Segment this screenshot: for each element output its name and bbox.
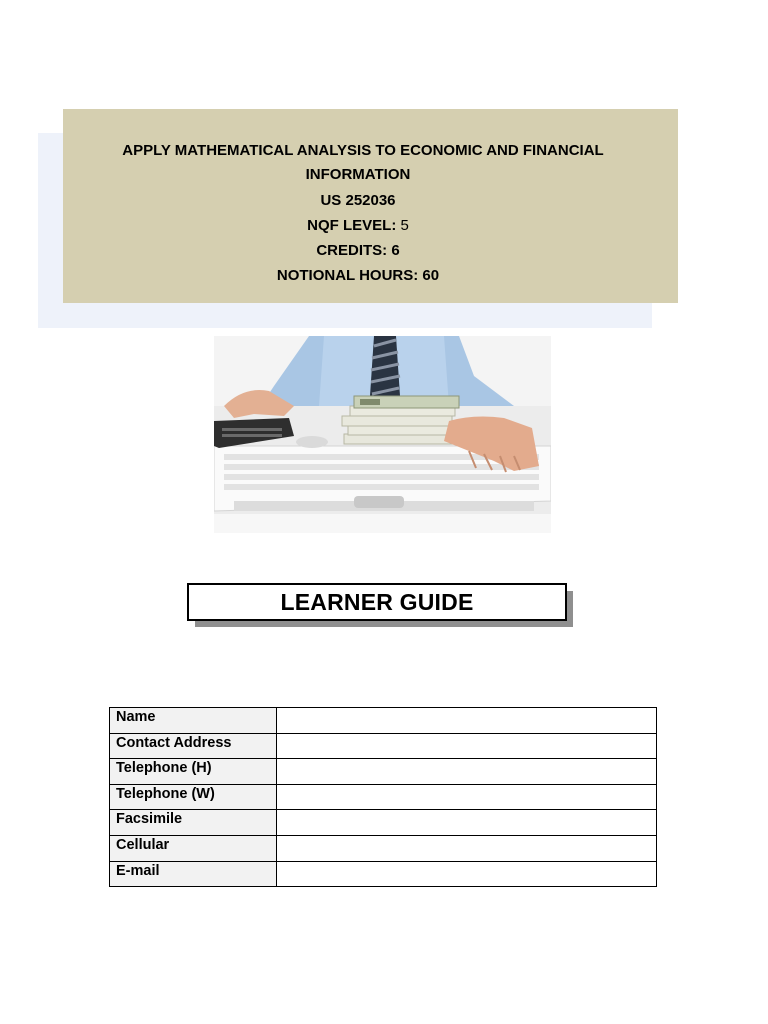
field-label-cellular: Cellular — [110, 835, 277, 861]
credits: CREDITS: 6 — [316, 242, 400, 259]
nqf-level — [68, 217, 648, 235]
field-value-email[interactable] — [277, 861, 657, 887]
table-row — [110, 733, 657, 759]
table-row — [110, 835, 657, 861]
field-label-name: Name — [110, 708, 277, 734]
field-label-contact-address: Contact Address — [110, 733, 277, 759]
field-label-email: E-mail — [110, 861, 277, 887]
field-value-telephone-home[interactable] — [277, 759, 657, 785]
field-value-contact-address[interactable] — [277, 733, 657, 759]
table-row — [110, 861, 657, 887]
table-row — [110, 708, 657, 734]
guide-title-box — [187, 583, 567, 621]
businessman-calculator-money-photo — [214, 336, 551, 533]
learner-details-table — [109, 707, 657, 887]
field-value-name[interactable] — [277, 708, 657, 734]
course-title-line2: INFORMATION — [305, 166, 411, 183]
field-label-telephone-home: Telephone (H) — [110, 759, 277, 785]
field-label-facsimile: Facsimile — [110, 810, 277, 836]
course-title-line1: APPLY MATHEMATICAL ANALYSIS TO ECONOMIC AND FINANCIAL — [122, 142, 604, 159]
nqf-level-label: NQF LEVEL: — [307, 217, 397, 234]
table-row — [110, 810, 657, 836]
field-value-telephone-work[interactable] — [277, 784, 657, 810]
table-row — [110, 784, 657, 810]
table-row — [110, 759, 657, 785]
notional-hours: NOTIONAL HOURS: 60 — [276, 267, 440, 284]
title-block — [63, 109, 678, 303]
unit-standard: US 252036 — [320, 192, 396, 209]
field-value-facsimile[interactable] — [277, 810, 657, 836]
guide-title: LEARNER GUIDE — [280, 588, 474, 615]
nqf-level-value: 5 — [400, 217, 409, 234]
field-label-telephone-work: Telephone (W) — [110, 784, 277, 810]
field-value-cellular[interactable] — [277, 835, 657, 861]
photo-illustration — [214, 336, 551, 533]
